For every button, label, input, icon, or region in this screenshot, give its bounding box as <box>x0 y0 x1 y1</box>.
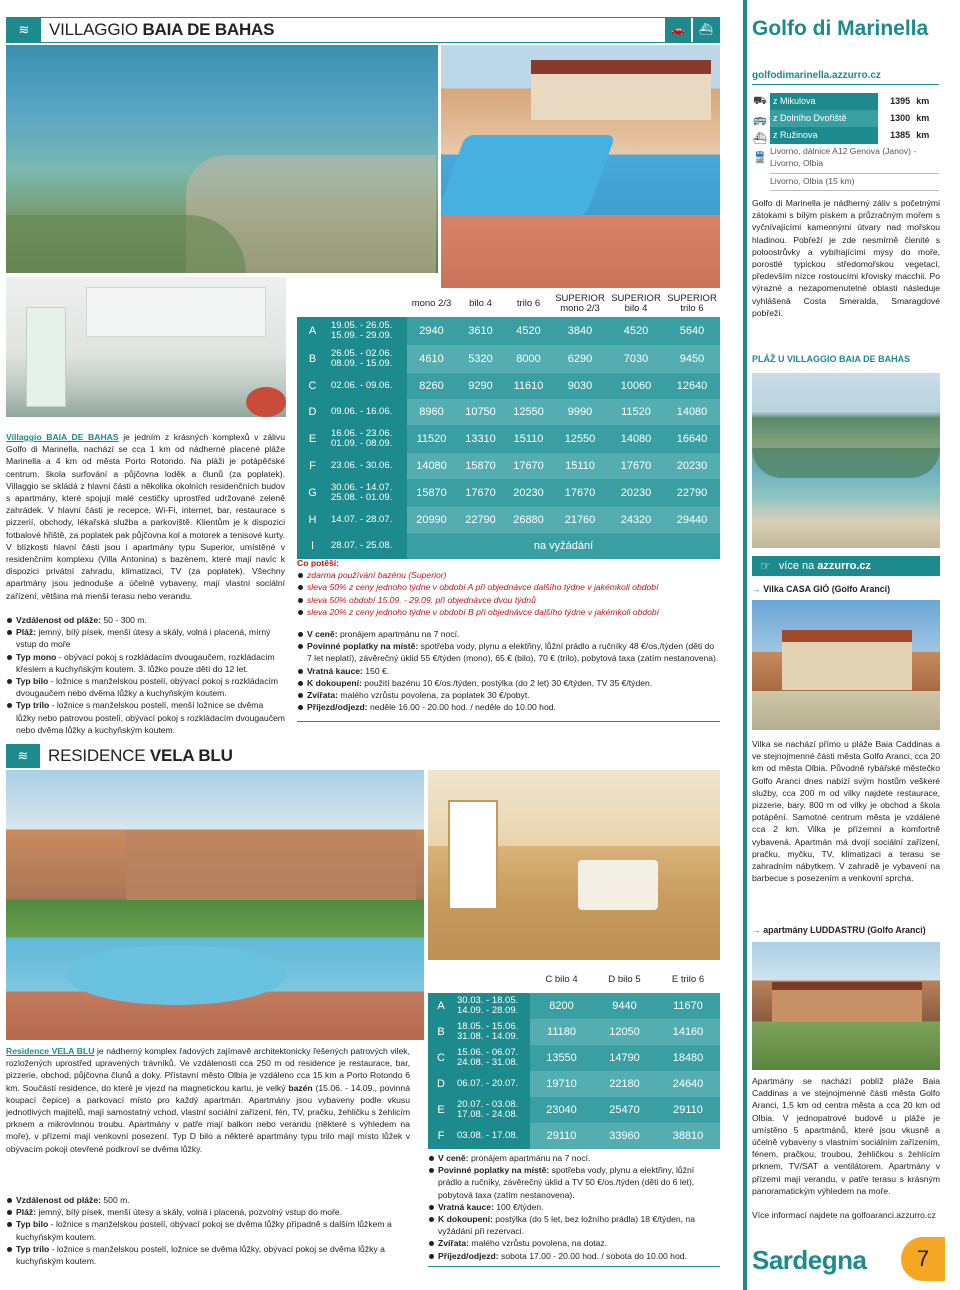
price-cell: 6290 <box>552 345 608 373</box>
vela-blu-pool-photo <box>6 770 424 1040</box>
luddastru-description: Apartmány se nachází poblíž pláže Baia Caddinas a ve stejnojmenné části města Golfo Aranci, 1,5 km od centra města a cca 20 km od Olbia. V jednopatrové budově u pláže je umístěno 5 apartmánů, které jsou vkusně a účelně vybaveny s vlastním sociálním zařízením, fénem, pračkou, troubou, žehličkou s žehlícím prknem, TV/SAT a ventilátorem. Apartmány v přízemí mají verandu, v patře terasu s krásným panoramatickým výhledem na moře. <box>752 1076 940 1196</box>
price-cell: 29440 <box>664 507 720 533</box>
price-cell: 15870 <box>407 479 456 507</box>
table-row <box>297 479 720 507</box>
price-cell: 11520 <box>407 425 456 453</box>
distance-table <box>770 93 939 144</box>
table-row <box>297 345 720 373</box>
feature-item: Vzdálenost od pláže: 50 - 300 m. <box>6 614 285 626</box>
feature-item: Typ bilo - ložnice s manželskou postelí, obývací pokoj se dvěma lůžky případně s dalším lůžkem a kuchyňským koutem. <box>6 1218 410 1242</box>
luddastru-title: → apartmány LUDDASTRU (Golfo Aranci) <box>752 925 926 935</box>
price-cell: 2940 <box>407 317 456 345</box>
period-dates: 14.07. - 28.07. <box>328 507 407 533</box>
period-code: C <box>428 1045 454 1071</box>
sidebar <box>743 0 960 1290</box>
price-cell: 8000 <box>505 345 552 373</box>
sidebar-url[interactable]: golfodimarinella.azzurro.cz <box>752 70 881 81</box>
col-header: E trilo 6 <box>671 974 705 986</box>
price-cell: 14080 <box>608 425 664 453</box>
table-row <box>428 1019 720 1045</box>
col-header: C bilo 4 <box>545 974 578 986</box>
vela-blu-price-table <box>428 967 720 1149</box>
info-item: V ceně: pronájem apartmánu na 7 nocí. <box>428 1152 720 1164</box>
price-cell: 29110 <box>530 1123 593 1149</box>
price-cell: 15110 <box>505 425 552 453</box>
price-cell: 11670 <box>656 993 720 1019</box>
price-cell: 9450 <box>664 345 720 373</box>
period-dates: 02.06. - 09.06. <box>328 373 407 399</box>
price-cell: 15870 <box>456 453 505 479</box>
period-dates: 30.03. - 18.05. 14.09. - 28.09. <box>454 993 530 1019</box>
info-item: K dokoupení: použití bazénu 10 €/os./týden, postýlka (do 2 let) 30 €/týden, TV 35 €/týden. <box>297 677 720 689</box>
price-cell: 25470 <box>593 1097 656 1123</box>
table-header-row <box>428 967 720 993</box>
vela-blu-info <box>428 1152 720 1267</box>
period-code: C <box>297 373 328 399</box>
info-item: Příjezd/odjezd: neděle 16.00 - 20.00 hod. / neděle do 10.00 hod. <box>297 701 720 713</box>
price-cell: 14160 <box>656 1019 720 1045</box>
train-route: Livorno, Olbia (15 km) <box>770 173 939 191</box>
info-item: K dokoupení: postýlka (do 5 let, bez ložního prádla) 18 €/týden, na vyžádání při rezervaci. <box>428 1213 720 1237</box>
col-header: trilo 6 <box>516 297 541 309</box>
price-cell: 12050 <box>593 1019 656 1045</box>
table-row <box>297 317 720 345</box>
feature-item: Typ trilo - ložnice s manželskou postelí, ložnice se dvěma lůžky, obývací pokoj se dvěma lůžky a kuchyňským koutem. <box>6 1243 410 1267</box>
vela-blu-description: Residence VELA BLU je nádherný komplex řadových zajímavě architektonicky řešených patrových vilek, rozložených uprostřed upravených trávníků. Ve vzdálenosti cca 250 m od residence je restaurace, bar, pizzerie, obchod, půjčovna člunů a doky. Přístavní město Olbia je vzdáleno cca 15 km a Porto Rotondo 6 km. Součástí residence, do které je vjezd na magnetickou kartu, je velký bazén (15.06. - 14.09., povinná koupací čepice) a parkovací místo pro každý apartmán. Apartmány jsou vybaveny podle vkusu jednotlivých majitelů, mají samostatný vchod, vlastní sociální zařízení, fén, TV, pračku, žehličku s žehlicím prknem a mikrovlnnou troubu. Apartmány v patře mají balkon nebo verandu (některé s výhledem na moře), v přízemí mají venkovní posezení. Typ D bilo a některé apartmány typu trilo mají místo lůžek v obývacím pokoji otevřené podkroví se dvěma lůžky. <box>6 1046 410 1154</box>
period-code: B <box>297 345 328 373</box>
vela-blu-features <box>6 1194 410 1267</box>
col-header: SUPERIOR bilo 4 <box>611 292 661 314</box>
list-item: sleva 50% z ceny jednoho týdne v období A při objednávce dalšího týdne v jakémkoli období <box>297 581 720 593</box>
col-header: SUPERIOR mono 2/3 <box>555 292 605 314</box>
vela-blu-interior-photo <box>428 770 720 960</box>
price-cell: 17670 <box>505 453 552 479</box>
period-dates: 09.06. - 16.06. <box>328 399 407 425</box>
info-item: Zvířata: malého vzrůstu povolena, za poplatek 30 €/pobyt. <box>297 689 720 701</box>
period-code: D <box>428 1071 454 1097</box>
more-info-link[interactable]: Více informací najdete na golfoaranci.azzurro.cz <box>752 1210 936 1220</box>
co-potesi-list <box>297 569 720 618</box>
arrow-icon: → <box>752 584 764 594</box>
price-cell: 5640 <box>664 317 720 345</box>
beach-photo <box>752 373 940 548</box>
table-row <box>297 425 720 453</box>
info-item: V ceně: pronájem apartmánu na 7 nocí. <box>297 628 720 640</box>
beach-icon: ≋ <box>6 744 40 768</box>
price-cell: 14790 <box>593 1045 656 1071</box>
distance-row: z Dolního Dvořiště 1300 km <box>770 110 939 127</box>
aerial-photo <box>6 45 438 273</box>
kitchen-photo <box>6 277 286 417</box>
ferry-icon: ⛴ <box>753 133 767 145</box>
period-code: E <box>297 425 328 453</box>
col-header: D bilo 5 <box>608 974 641 986</box>
price-cell: 23040 <box>530 1097 593 1123</box>
price-cell: 29110 <box>656 1097 720 1123</box>
price-cell: 10060 <box>608 373 664 399</box>
table-row <box>297 533 720 559</box>
period-dates: 19.05. - 26.05. 15.09. - 29.09. <box>328 317 407 345</box>
price-cell: 7030 <box>608 345 664 373</box>
casa-title: → Vilka CASA GIÓ (Golfo Aranci) <box>752 584 891 594</box>
period-dates: 26.05. - 02.06. 08.09. - 15.09. <box>328 345 407 373</box>
price-cell: 24320 <box>608 507 664 533</box>
sidebar-title: Golfo di Marinella <box>752 17 929 40</box>
table-row <box>428 1097 720 1123</box>
price-cell: 14080 <box>407 453 456 479</box>
villaggio-description: Villaggio BAIA DE BAHAS je jedním z krásných komplexů v zálivu Golfo di Marinella, nachází se cca 1 km od nádherné placené pláže Marinella a 4 km od města Porto Rotondo. Na pláži je potápěčské centrum, škola surfování a půjčovna loděk a člunů (za poplatek). Villaggio se skládá z hlavní části a několika okolních residenčních budov s apartmány, které spojují malé cestičky uprostřed udržované zeleně zahrádek. V hlavní části je recepce, Wi-Fi, internet, bar, restaurace s pizzerií, obchody, lékařská služba a parkoviště. Klientům je k dispozici fotbalové hřiště, za poplatek pak půjčovna kol a motorek a tenisové kurty. V blízkosti hlavní části jsou i apartmány typu Superior, umístěné v residenčním komplexu (Villa Antonina) s bazénem, které mají navíc k dispozici privátní zahradu, klimatizaci, TV (za poplatek). Všechny apartmány jsou jednoduše a účelně vybaveny, mají vlastní sociální zařízení, většina má menší terasu nebo verandu. <box>6 432 285 601</box>
vela-blu-header <box>6 743 286 769</box>
feature-item: Typ trilo - ložnice s manželskou postelí, menší ložnice se dvěma lůžky nebo patrovou postelí, obývací pokoj s rozkládacím dvougaučem nebo dvěma lůžky a kuchyňským koutem. <box>6 699 285 736</box>
info-item: Povinné poplatky na místě: spotřeba vody, plynu a elektřiny, lůžní prádlo a ručníky 48 €/os./týden (děti do 7 let neplatí), závěrečný úklid 55 €/týden (mono), 65 € (bilo), 70 € (trilo), pobytová taxa (zatím nestanovena). <box>297 640 720 664</box>
price-cell: 4520 <box>608 317 664 345</box>
period-code: A <box>297 317 328 345</box>
period-dates: 30.06. - 14.07. 25.08. - 01.09. <box>328 479 407 507</box>
price-cell: 9440 <box>593 993 656 1019</box>
feature-item: Typ mono - obývací pokoj s rozkládacím dvougaučem, rozkládacím křeslem a kuchyňským koutem. 3. lůžko pouze dětí do 12 let. <box>6 651 285 675</box>
period-code: D <box>297 399 328 425</box>
period-code: H <box>297 507 328 533</box>
period-dates: 20.07. - 03.08. 17.08. - 24.08. <box>454 1097 530 1123</box>
table-row <box>297 453 720 479</box>
beach-icon: ≋ <box>7 18 41 42</box>
beach-caption: PLÁŽ U VILLAGGIO BAIA DE BAHAS <box>752 354 911 364</box>
feature-item: Typ bilo - ložnice s manželskou postelí, obývací pokoj s rozkládacím dvougaučem nebo dvěma lůžky a kuchyňským koutem. <box>6 675 285 699</box>
price-cell: 26880 <box>505 507 552 533</box>
distance-row: z Ružinova 1385 km <box>770 127 939 144</box>
distance-row: z Mikulova 1395 km <box>770 93 939 110</box>
col-header: bilo 4 <box>469 297 492 309</box>
bus-icon: 🚌 <box>753 114 767 126</box>
period-dates: 23.06. - 30.06. <box>328 453 407 479</box>
table-row <box>428 993 720 1019</box>
price-cell: 20990 <box>407 507 456 533</box>
price-cell: 3610 <box>456 317 505 345</box>
period-dates: 18.05. - 15.06. 31.08. - 14.09. <box>454 1019 530 1045</box>
villaggio-features <box>6 614 285 736</box>
price-cell: 9290 <box>456 373 505 399</box>
info-item: Vratná kauce: 150 €. <box>297 665 720 677</box>
price-cell: 11610 <box>505 373 552 399</box>
price-cell: 17670 <box>552 479 608 507</box>
boat-icon: ⛴ <box>693 18 719 42</box>
price-cell: 21760 <box>552 507 608 533</box>
price-cell: 22180 <box>593 1071 656 1097</box>
price-cell: 22790 <box>664 479 720 507</box>
price-cell: 13310 <box>456 425 505 453</box>
casa-gio-photo <box>752 600 940 730</box>
list-item: sleva 20% z ceny jednoho týdne v období B při objednávce dalšího týdne v jakémkoli období <box>297 606 720 618</box>
car-icon: 🚗 <box>665 18 691 42</box>
price-cell: na vyžádání <box>407 533 720 559</box>
price-cell: 12640 <box>664 373 720 399</box>
period-code: B <box>428 1019 454 1045</box>
period-dates: 15.06. - 06.07. 24.08. - 31.08. <box>454 1045 530 1071</box>
price-cell: 33960 <box>593 1123 656 1149</box>
villaggio-header <box>6 17 720 43</box>
villa-pool-photo <box>441 45 720 288</box>
car-icon: ⛟ <box>753 95 767 107</box>
table-row <box>297 373 720 399</box>
list-item: sleva 50% období 15.09. - 29.09. při objednávce dvou týdnů <box>297 594 720 606</box>
page-number: 7 <box>901 1237 945 1281</box>
feature-item: Pláž: jemný, bílý písek, menší útesy a skály, volná i placená, pozvolný vstup do moře. <box>6 1206 410 1218</box>
price-cell: 15110 <box>552 453 608 479</box>
price-cell: 18480 <box>656 1045 720 1071</box>
villaggio-link[interactable]: Villaggio BAIA DE BAHAS <box>6 432 119 442</box>
price-cell: 8960 <box>407 399 456 425</box>
price-cell: 9990 <box>552 399 608 425</box>
table-row <box>428 1071 720 1097</box>
period-code: F <box>428 1123 454 1149</box>
feature-item: Vzdálenost od pláže: 500 m. <box>6 1194 410 1206</box>
price-cell: 20230 <box>608 479 664 507</box>
price-cell: 3840 <box>552 317 608 345</box>
price-cell: 13550 <box>530 1045 593 1071</box>
ferry-route: Livorno, dálnice A12 Genova (Janov) - Livorno, Olbia <box>770 146 917 168</box>
casa-description: Vilka se nachází přímo u pláže Baia Caddinas a ve stejnojmenné části města Golfo Aranci, cca 20 km od města Olbia. Původně rybářské městečko Golfo Aranci dnes nabízí svým hostům veškeré služby, cca 200 m od vilky najdete restaurace, pizzerie, bary. 800 m od vilky je obchod a škola potápění. Samotné centrum města je vzdálené cca 2 km. Vilka je přízemní a komfortně vybavená. Apartmán má dvojí sociální zařízení, pračku, myčku, TV, klimatizaci a terasu se zahradním nábytkem. V zahradě je vybavení na barbecue s posezením a venkovní sprcha. <box>752 739 940 884</box>
price-cell: 5320 <box>456 345 505 373</box>
villaggio-price-table <box>297 290 720 559</box>
period-code: F <box>297 453 328 479</box>
price-cell: 19710 <box>530 1071 593 1097</box>
price-cell: 38810 <box>656 1123 720 1149</box>
vela-blu-link[interactable]: Residence VELA BLU <box>6 1046 95 1056</box>
price-cell: 16640 <box>664 425 720 453</box>
price-cell: 11520 <box>608 399 664 425</box>
table-row <box>297 507 720 533</box>
price-cell: 14080 <box>664 399 720 425</box>
arrow-icon: → <box>752 925 764 935</box>
feature-item: Pláž: jemný, bílý písek, menší útesy a skály, volná i placená, mírný vstup do moře <box>6 626 285 650</box>
price-cell: 17670 <box>456 479 505 507</box>
period-dates: 06.07. - 20.07. <box>454 1071 530 1097</box>
price-cell: 10750 <box>456 399 505 425</box>
period-code: G <box>297 479 328 507</box>
period-code: A <box>428 993 454 1019</box>
price-cell: 4610 <box>407 345 456 373</box>
period-code: E <box>428 1097 454 1123</box>
period-code: I <box>297 533 328 559</box>
region-name: Sardegna <box>752 1245 867 1275</box>
pointer-icon: ☞ <box>760 558 771 573</box>
co-potesi <box>297 557 720 618</box>
table-row <box>297 399 720 425</box>
table-row <box>428 1123 720 1149</box>
price-cell: 12550 <box>552 425 608 453</box>
period-dates: 03.08. - 17.08. <box>454 1123 530 1149</box>
price-cell: 4520 <box>505 317 552 345</box>
period-dates: 28.07. - 25.08. <box>328 533 407 559</box>
luddastru-photo <box>752 942 940 1070</box>
info-item: Příjezd/odjezd: sobota 17.00 - 20.00 hod. / sobota do 10.00 hod. <box>428 1250 720 1262</box>
villaggio-title: VILLAGGIO BAIA DE BAHAS <box>49 19 275 39</box>
price-cell: 12550 <box>505 399 552 425</box>
list-item: zdarma používání bazénu (Superior) <box>297 569 720 581</box>
col-header: mono 2/3 <box>411 297 452 309</box>
period-dates: 16.06. - 23.06. 01.09. - 08.09. <box>328 425 407 453</box>
info-item: Vratná kauce: 100 €/týden. <box>428 1201 720 1213</box>
price-cell: 9030 <box>552 373 608 399</box>
villaggio-info <box>297 628 720 722</box>
price-cell: 8200 <box>530 993 593 1019</box>
golfo-description: Golfo di Marinella je nádherný záliv s početnými zátokami s bílým pískem a průzračným mořem s vyčnívajícími kamennými útvary nad mořskou hladinou. Pobřeží je zde nesmírně členité s poloostrůvky a vybíhajícími mysy do moře, porostlé typickou středomořskou vegetací, především nízce rostoucími křovisky macchii. Po výrazné a nezapomenutelné oblasti následuje vyhlášená Costa Smeralda, Smaragdové pobřeží. <box>752 198 940 318</box>
price-cell: 11180 <box>530 1019 593 1045</box>
table-header-row <box>297 290 720 317</box>
price-cell: 20230 <box>664 453 720 479</box>
transport-icons <box>752 92 768 188</box>
co-potesi-title: Co potěší: <box>297 558 340 568</box>
col-header: SUPERIOR trilo 6 <box>667 292 717 314</box>
train-icon: 🚆 <box>753 152 767 164</box>
info-item: Povinné poplatky na místě: spotřeba vody, plynu a elektřiny, lůžní prádlo a ručníky, závěrečný úklid a TV 50 €/os./týden (děti do 6 let), pobytová taxa (zatím nestanovena). <box>428 1164 720 1201</box>
vela-blu-title: RESIDENCE VELA BLU <box>48 745 233 765</box>
price-cell: 20230 <box>505 479 552 507</box>
table-row <box>428 1045 720 1071</box>
price-cell: 17670 <box>608 453 664 479</box>
price-cell: 22790 <box>456 507 505 533</box>
price-cell: 24640 <box>656 1071 720 1097</box>
price-cell: 8260 <box>407 373 456 399</box>
info-item: Zvířata: malého vzrůstu povolena, na dotaz. <box>428 1237 720 1249</box>
more-link[interactable]: ☞ více na azzurro.cz <box>752 556 940 576</box>
